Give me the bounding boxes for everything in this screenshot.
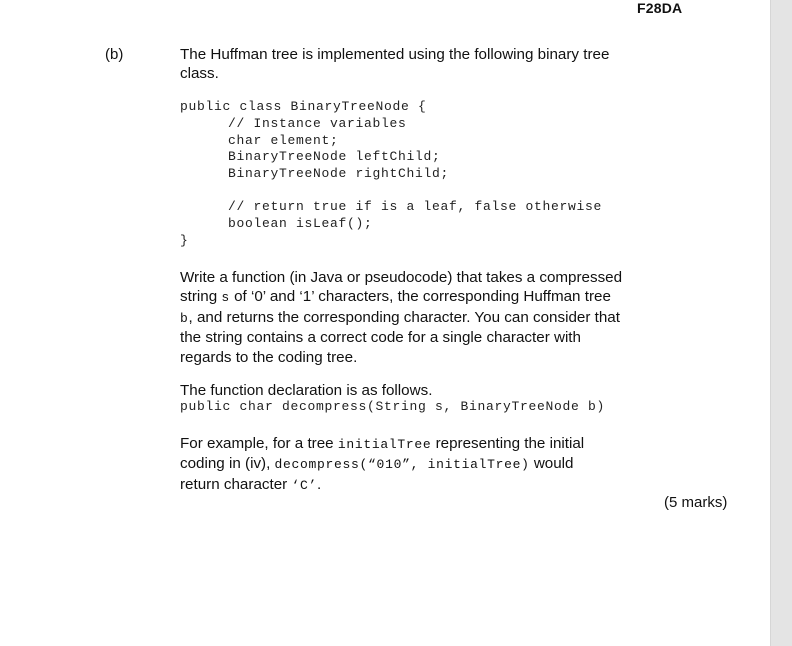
marks-allocation: (5 marks): [664, 494, 728, 511]
task-line-3: [180, 308, 660, 328]
example-line-2-start: coding in (iv),: [180, 455, 275, 473]
example-line-3-start: return character: [180, 475, 292, 493]
course-code-header: F28DA: [637, 0, 683, 16]
param-b-inline: b: [180, 310, 189, 326]
example-line-1: [180, 434, 660, 454]
task-line-5: regards to the coding tree.: [180, 348, 358, 366]
task-line-2: [180, 287, 660, 307]
declaration-label: The function declaration is as follows.: [180, 382, 433, 399]
task-paragraph: [180, 268, 660, 367]
task-line-3-end: , and returns the corresponding character. You can consider that: [188, 308, 620, 326]
code-comment-fields: // Instance variables: [228, 116, 407, 131]
example-line-1-end: representing the initial: [431, 435, 585, 452]
example-line-2: [180, 454, 660, 474]
example-line-2-end: would: [529, 455, 574, 473]
example-line-3-end: .: [316, 475, 322, 493]
code-field-leftchild: BinaryTreeNode leftChild;: [228, 149, 441, 164]
page-edge-gutter: [770, 0, 792, 646]
intro-line-1: The Huffman tree is implemented using the following binary tree: [180, 46, 610, 63]
code-closing-brace: }: [180, 233, 189, 248]
code-method-isleaf: boolean isLeaf();: [228, 216, 373, 231]
example-line-1-start: For example, for a tree: [180, 435, 338, 452]
intro-line-2: class.: [180, 65, 219, 83]
question-part-label: (b): [105, 46, 124, 63]
param-s-inline: s: [221, 290, 230, 306]
task-line-4: the string contains a correct code for a single character with: [180, 329, 581, 347]
task-line-2-start: string: [180, 288, 222, 306]
code-field-rightchild: BinaryTreeNode rightChild;: [228, 166, 450, 181]
code-comment-method: // return true if is a leaf, false otherwise: [228, 199, 603, 214]
intro-paragraph: [180, 45, 660, 84]
example-char-result: ‘C’: [291, 477, 317, 493]
declaration-code: public char decompress(String s, BinaryTreeNode b): [180, 399, 606, 414]
example-decompress-call: decompress(“010”, initialTree): [274, 457, 530, 473]
example-paragraph: [180, 434, 660, 495]
example-initialtree-code: initialTree: [337, 437, 432, 452]
code-class-declaration: public class BinaryTreeNode {: [180, 99, 427, 114]
code-field-element: char element;: [228, 133, 339, 148]
task-line-2-end: of ‘0’ and ‘1’ characters, the corresponding Huffman tree: [229, 288, 611, 306]
example-line-3: [180, 475, 660, 495]
task-line-1: Write a function (in Java or pseudocode) that takes a compressed: [180, 269, 623, 286]
